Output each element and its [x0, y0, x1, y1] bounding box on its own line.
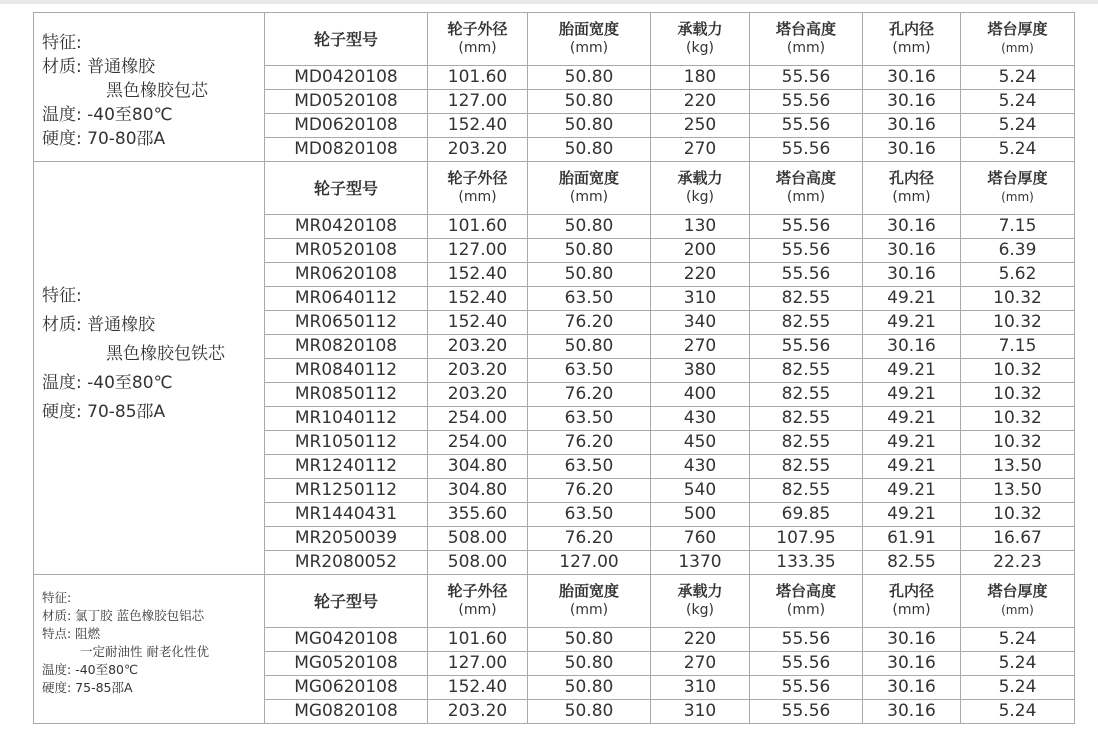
column-header: [651, 575, 750, 628]
value-cell: 10.32: [961, 407, 1075, 431]
value-cell: 5.24: [961, 138, 1075, 162]
value-cell: 30.16: [863, 676, 961, 700]
features-block: [42, 31, 264, 151]
column-header-title: 塔台高度: [775, 582, 836, 600]
column-header-title: 孔内径: [888, 169, 934, 187]
column-header: [961, 13, 1075, 66]
value-cell: 5.62: [961, 263, 1075, 287]
value-cell: 30.16: [863, 138, 961, 162]
value-cell: 30.16: [863, 239, 961, 263]
column-header-title: 塔台高度: [775, 20, 836, 38]
value-cell: 203.20: [428, 138, 528, 162]
features-block: [42, 282, 264, 427]
value-cell: 250: [651, 114, 750, 138]
model-cell: MR1250112: [265, 479, 428, 503]
value-cell: 7.15: [961, 335, 1075, 359]
model-cell: MG0520108: [265, 652, 428, 676]
value-cell: 55.56: [750, 215, 863, 239]
value-cell: 50.80: [528, 66, 651, 90]
value-cell: 82.55: [750, 287, 863, 311]
features-cell: [34, 13, 265, 162]
value-cell: 152.40: [428, 676, 528, 700]
feature-line: 硬度: 70-80邵A: [42, 129, 166, 149]
column-header: [750, 13, 863, 66]
value-cell: 22.23: [961, 551, 1075, 575]
value-cell: 380: [651, 359, 750, 383]
value-cell: 101.60: [428, 66, 528, 90]
column-header-title: 承载力: [677, 169, 723, 187]
column-header-title: 塔台高度: [775, 169, 836, 187]
value-cell: 50.80: [528, 263, 651, 287]
value-cell: 50.80: [528, 90, 651, 114]
value-cell: 310: [651, 700, 750, 724]
value-cell: 82.55: [750, 431, 863, 455]
value-cell: 203.20: [428, 700, 528, 724]
value-cell: 50.80: [528, 652, 651, 676]
value-cell: 49.21: [863, 479, 961, 503]
column-header-unit: (mm): [458, 602, 497, 618]
value-cell: 127.00: [428, 239, 528, 263]
column-header-title: 承载力: [677, 582, 723, 600]
feature-line: 材质: 普通橡胶: [42, 57, 156, 77]
column-header: [265, 13, 428, 66]
column-header-title: 孔内径: [888, 582, 934, 600]
value-cell: 49.21: [863, 311, 961, 335]
value-cell: 5.24: [961, 114, 1075, 138]
column-header: [961, 162, 1075, 215]
column-header: [428, 13, 528, 66]
feature-line: 材质: 普通橡胶: [42, 315, 156, 335]
column-header: [863, 13, 961, 66]
value-cell: 55.56: [750, 700, 863, 724]
model-cell: MR1240112: [265, 455, 428, 479]
model-cell: MR1440431: [265, 503, 428, 527]
value-cell: 76.20: [528, 479, 651, 503]
value-cell: 55.56: [750, 628, 863, 652]
feature-line: 黑色橡胶包铁芯: [106, 344, 225, 364]
column-header-unit: (mm): [1001, 41, 1034, 55]
feature-line: 温度: -40至80℃: [42, 105, 173, 125]
value-cell: 63.50: [528, 503, 651, 527]
column-header-unit: (mm): [786, 602, 826, 618]
column-header-unit: (kg): [686, 602, 714, 618]
value-cell: 127.00: [428, 652, 528, 676]
model-cell: MR2080052: [265, 551, 428, 575]
value-cell: 30.16: [863, 215, 961, 239]
model-cell: MG0620108: [265, 676, 428, 700]
column-header-title: 孔内径: [888, 20, 934, 38]
column-header: [750, 162, 863, 215]
column-header-title: 胎面宽度: [558, 169, 619, 187]
column-header-title: 轮子型号: [313, 178, 378, 198]
value-cell: 49.21: [863, 287, 961, 311]
value-cell: 5.24: [961, 66, 1075, 90]
value-cell: 133.35: [750, 551, 863, 575]
feature-line: 一定耐油性 耐老化性优: [80, 644, 209, 659]
model-cell: MD0420108: [265, 66, 428, 90]
value-cell: 63.50: [528, 407, 651, 431]
value-cell: 254.00: [428, 407, 528, 431]
value-cell: 304.80: [428, 455, 528, 479]
features-cell: [34, 575, 265, 724]
value-cell: 203.20: [428, 359, 528, 383]
column-header-title: 轮子外径: [447, 169, 508, 187]
model-cell: MG0820108: [265, 700, 428, 724]
value-cell: 49.21: [863, 455, 961, 479]
value-cell: 55.56: [750, 263, 863, 287]
header-row: [34, 575, 1075, 628]
column-header-unit: (mm): [892, 189, 931, 205]
value-cell: 220: [651, 628, 750, 652]
value-cell: 10.32: [961, 383, 1075, 407]
model-cell: MD0520108: [265, 90, 428, 114]
value-cell: 152.40: [428, 114, 528, 138]
value-cell: 430: [651, 455, 750, 479]
value-cell: 82.55: [750, 359, 863, 383]
value-cell: 49.21: [863, 359, 961, 383]
value-cell: 61.91: [863, 527, 961, 551]
value-cell: 55.56: [750, 114, 863, 138]
value-cell: 50.80: [528, 628, 651, 652]
features-block: [42, 589, 264, 697]
value-cell: 127.00: [428, 90, 528, 114]
model-cell: MR0520108: [265, 239, 428, 263]
value-cell: 63.50: [528, 287, 651, 311]
value-cell: 50.80: [528, 335, 651, 359]
value-cell: 55.56: [750, 652, 863, 676]
model-cell: MR0850112: [265, 383, 428, 407]
model-cell: MR0420108: [265, 215, 428, 239]
column-header: [863, 162, 961, 215]
value-cell: 63.50: [528, 359, 651, 383]
wheel-spec-table: [33, 12, 1075, 724]
value-cell: 6.39: [961, 239, 1075, 263]
model-cell: MR0620108: [265, 263, 428, 287]
value-cell: 203.20: [428, 383, 528, 407]
value-cell: 152.40: [428, 263, 528, 287]
value-cell: 10.32: [961, 359, 1075, 383]
header-row: [34, 162, 1075, 215]
model-cell: MR1040112: [265, 407, 428, 431]
feature-line: 黑色橡胶包芯: [106, 81, 208, 101]
column-header-unit: (mm): [892, 602, 931, 618]
value-cell: 5.24: [961, 676, 1075, 700]
value-cell: 10.32: [961, 503, 1075, 527]
value-cell: 82.55: [863, 551, 961, 575]
header-row: [34, 13, 1075, 66]
model-cell: MR2050039: [265, 527, 428, 551]
column-header-unit: (mm): [1001, 603, 1034, 617]
column-header-title: 塔台厚度: [987, 169, 1048, 187]
column-header-title: 轮子型号: [313, 591, 378, 611]
value-cell: 450: [651, 431, 750, 455]
column-header: [961, 575, 1075, 628]
value-cell: 355.60: [428, 503, 528, 527]
value-cell: 76.20: [528, 383, 651, 407]
feature-line: 硬度: 75-85邵A: [42, 680, 133, 695]
column-header-unit: (mm): [1001, 190, 1034, 204]
feature-line: 温度: -40至80℃: [42, 662, 139, 677]
value-cell: 540: [651, 479, 750, 503]
value-cell: 49.21: [863, 383, 961, 407]
feature-line: 材质: 氯丁胶 蓝色橡胶包铝芯: [42, 608, 205, 623]
value-cell: 55.56: [750, 90, 863, 114]
value-cell: 5.24: [961, 700, 1075, 724]
column-header: [428, 162, 528, 215]
model-cell: MD0820108: [265, 138, 428, 162]
column-header-title: 塔台厚度: [987, 582, 1048, 600]
column-header: [528, 575, 651, 628]
value-cell: 304.80: [428, 479, 528, 503]
column-header-unit: (kg): [686, 189, 714, 205]
value-cell: 55.56: [750, 335, 863, 359]
column-header-unit: (mm): [892, 40, 931, 56]
value-cell: 30.16: [863, 652, 961, 676]
value-cell: 63.50: [528, 455, 651, 479]
features-cell: [34, 162, 265, 575]
value-cell: 50.80: [528, 700, 651, 724]
value-cell: 101.60: [428, 215, 528, 239]
column-header-title: 胎面宽度: [558, 582, 619, 600]
value-cell: 30.16: [863, 90, 961, 114]
column-header-title: 承载力: [677, 20, 723, 38]
value-cell: 55.56: [750, 676, 863, 700]
value-cell: 16.67: [961, 527, 1075, 551]
value-cell: 5.24: [961, 652, 1075, 676]
value-cell: 50.80: [528, 114, 651, 138]
value-cell: 400: [651, 383, 750, 407]
column-header: [265, 575, 428, 628]
value-cell: 270: [651, 652, 750, 676]
model-cell: MD0620108: [265, 114, 428, 138]
column-header-unit: (mm): [569, 40, 609, 56]
value-cell: 10.32: [961, 311, 1075, 335]
value-cell: 76.20: [528, 311, 651, 335]
value-cell: 55.56: [750, 138, 863, 162]
value-cell: 500: [651, 503, 750, 527]
value-cell: 310: [651, 676, 750, 700]
value-cell: 152.40: [428, 287, 528, 311]
value-cell: 508.00: [428, 551, 528, 575]
feature-line: 温度: -40至80℃: [42, 373, 173, 393]
column-header-unit: (mm): [458, 189, 497, 205]
value-cell: 82.55: [750, 455, 863, 479]
column-header: [863, 575, 961, 628]
value-cell: 50.80: [528, 215, 651, 239]
value-cell: 30.16: [863, 335, 961, 359]
value-cell: 76.20: [528, 431, 651, 455]
value-cell: 13.50: [961, 479, 1075, 503]
value-cell: 76.20: [528, 527, 651, 551]
value-cell: 50.80: [528, 138, 651, 162]
value-cell: 10.32: [961, 431, 1075, 455]
value-cell: 5.24: [961, 90, 1075, 114]
column-header-unit: (mm): [786, 40, 826, 56]
column-header-title: 塔台厚度: [987, 20, 1048, 38]
value-cell: 50.80: [528, 239, 651, 263]
value-cell: 30.16: [863, 700, 961, 724]
value-cell: 49.21: [863, 431, 961, 455]
value-cell: 200: [651, 239, 750, 263]
feature-line: 硬度: 70-85邵A: [42, 402, 166, 422]
column-header-title: 胎面宽度: [558, 20, 619, 38]
column-header: [528, 162, 651, 215]
value-cell: 30.16: [863, 263, 961, 287]
model-cell: MR0840112: [265, 359, 428, 383]
value-cell: 5.24: [961, 628, 1075, 652]
value-cell: 55.56: [750, 239, 863, 263]
value-cell: 220: [651, 90, 750, 114]
value-cell: 30.16: [863, 66, 961, 90]
value-cell: 760: [651, 527, 750, 551]
top-divider: [0, 0, 1098, 4]
column-header-unit: (mm): [569, 602, 609, 618]
column-header-title: 轮子型号: [313, 29, 378, 49]
model-cell: MR0650112: [265, 311, 428, 335]
value-cell: 49.21: [863, 503, 961, 527]
column-header: [750, 575, 863, 628]
value-cell: 50.80: [528, 676, 651, 700]
value-cell: 82.55: [750, 383, 863, 407]
features-label: 特征:: [42, 286, 82, 306]
column-header-unit: (kg): [686, 40, 714, 56]
value-cell: 254.00: [428, 431, 528, 455]
column-header-title: 轮子外径: [447, 582, 508, 600]
value-cell: 127.00: [528, 551, 651, 575]
value-cell: 310: [651, 287, 750, 311]
value-cell: 1370: [651, 551, 750, 575]
value-cell: 30.16: [863, 114, 961, 138]
value-cell: 69.85: [750, 503, 863, 527]
column-header-unit: (mm): [458, 40, 497, 56]
value-cell: 55.56: [750, 66, 863, 90]
feature-line: 特点: 阻燃: [42, 626, 101, 641]
value-cell: 49.21: [863, 407, 961, 431]
column-header: [265, 162, 428, 215]
value-cell: 430: [651, 407, 750, 431]
value-cell: 30.16: [863, 628, 961, 652]
features-label: 特征:: [42, 590, 72, 605]
value-cell: 107.95: [750, 527, 863, 551]
value-cell: 82.55: [750, 479, 863, 503]
column-header: [528, 13, 651, 66]
value-cell: 101.60: [428, 628, 528, 652]
model-cell: MG0420108: [265, 628, 428, 652]
value-cell: 13.50: [961, 455, 1075, 479]
value-cell: 7.15: [961, 215, 1075, 239]
model-cell: MR0640112: [265, 287, 428, 311]
model-cell: MR1050112: [265, 431, 428, 455]
value-cell: 82.55: [750, 311, 863, 335]
spec-sheet: [33, 12, 1075, 724]
model-cell: MR0820108: [265, 335, 428, 359]
column-header: [651, 162, 750, 215]
column-header-unit: (mm): [786, 189, 826, 205]
value-cell: 508.00: [428, 527, 528, 551]
value-cell: 180: [651, 66, 750, 90]
value-cell: 152.40: [428, 311, 528, 335]
value-cell: 220: [651, 263, 750, 287]
value-cell: 82.55: [750, 407, 863, 431]
column-header: [651, 13, 750, 66]
value-cell: 270: [651, 138, 750, 162]
value-cell: 340: [651, 311, 750, 335]
features-label: 特征:: [42, 33, 82, 53]
column-header: [428, 575, 528, 628]
value-cell: 10.32: [961, 287, 1075, 311]
value-cell: 130: [651, 215, 750, 239]
column-header-unit: (mm): [569, 189, 609, 205]
column-header-title: 轮子外径: [447, 20, 508, 38]
value-cell: 203.20: [428, 335, 528, 359]
value-cell: 270: [651, 335, 750, 359]
